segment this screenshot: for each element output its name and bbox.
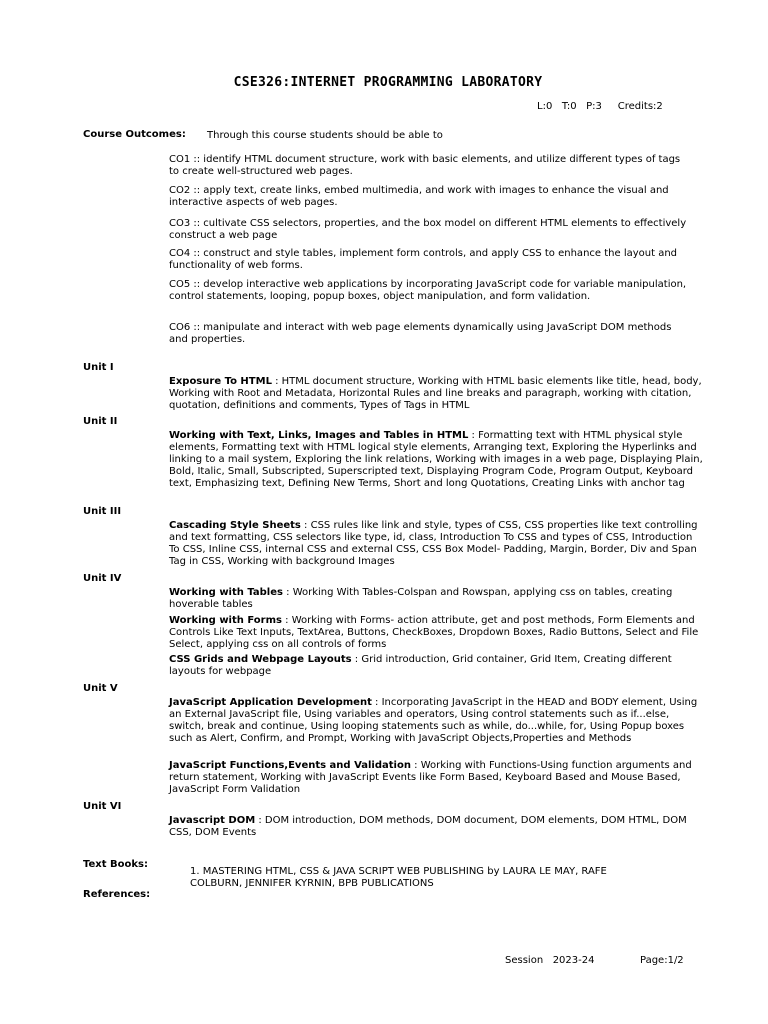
credits-line: L:0 T:0 P:3 Credits:2 [537,101,663,112]
course-outcome-4: CO4 :: construct and style tables, implement form controls, and apply CSS to enhance the layout and functionality of web forms. [169,248,678,271]
topic-text: : Working With Tables-Colspan and Rowspan, applying css on tables, creating hoverable tables [169,587,673,610]
unit-topic [169,587,705,611]
topic-heading: Cascading Style Sheets [169,520,301,531]
course-outcome-6: CO6 :: manipulate and interact with web page elements dynamically using JavaScript DOM methods and properties. [169,322,672,345]
unit-label: Unit III [83,506,122,517]
unit-topic [169,430,705,490]
topic-text: : DOM introduction, DOM methods, DOM document, DOM elements, DOM HTML, DOM CSS, DOM Events [169,815,687,838]
unit-topic [169,376,705,412]
topic-text: : Incorporating JavaScript in the HEAD and BODY element, Using an External JavaScript file, Using variables and operators, Using control statements such as if...else, switch, break and continue, Using looping statements such as while, do...while, for, Using Popup boxes such as Alert, Confirm, and Prompt, Working with JavaScript Objects,Properties and Methods [169,697,698,744]
unit-topic [169,760,705,796]
topic-heading: Working with Text, Links, Images and Tables in HTML [169,430,469,441]
text-book-item: 1. MASTERING HTML, CSS & JAVA SCRIPT WEB PUBLISHING by LAURA LE MAY, RAFE COLBURN, JENNIFER KYRNIN, BPB PUBLICATIONS [190,866,607,889]
topic-text: : CSS rules like link and style, types of CSS, CSS properties like text controlling and text formatting, CSS selectors like type, id, class, Introduction To CSS and types of CSS, Introduction To CSS, Inline CSS, internal CSS and external CSS, CSS Box Model- Padding, Margin, Border, Div and Span Tag in CSS, Working with background Images [169,520,698,567]
topic-text: : Working with Forms- action attribute, get and post methods, Form Elements and Controls Like Text Inputs, TextArea, Buttons, CheckBoxes, Dropdown Boxes, Radio Buttons, Select and File Select, applying css on all controls of forms [169,615,699,650]
course-outcomes-intro: Through this course students should be able to [207,130,443,141]
course-outcome-3: CO3 :: cultivate CSS selectors, properties, and the box model on different HTML elements to effectively construct a web page [169,218,687,241]
unit-label: Unit VI [83,801,122,812]
unit-topic [169,815,705,839]
topic-text: : HTML document structure, Working with HTML basic elements like title, head, body, Working with Root and Metadata, Horizontal Rules and line breaks and paragraph, working with citation, quotation, definitions and comments, Types of Tags in HTML [169,376,702,411]
topic-heading: Working with Forms [169,615,282,626]
topic-text: : Grid introduction, Grid container, Grid Item, Creating different layouts for webpage [169,654,672,677]
unit-label: Unit V [83,683,118,694]
topic-text: : Working with Functions-Using function arguments and return statement, Working with JavaScript Events like Form Based, Keyboard Based and Mouse Based, JavaScript Form Validation [169,760,692,795]
unit-label: Unit II [83,416,118,427]
page-number: Page:1/2 [640,955,684,966]
unit-topic [169,615,705,651]
page-title: CSE326:INTERNET PROGRAMMING LABORATORY [233,75,543,90]
topic-heading: JavaScript Functions,Events and Validation [169,760,411,771]
unit-topic [169,520,705,568]
session-text: Session 2023-24 [505,955,595,966]
unit-topic [169,697,705,745]
unit-topic [169,654,705,678]
course-outcome-2: CO2 :: apply text, create links, embed multimedia, and work with images to enhance the visual and interactive aspects of web pages. [169,185,669,208]
topic-heading: Javascript DOM [169,815,256,826]
course-outcome-1: CO1 :: identify HTML document structure, work with basic elements, and utilize different types of tags to create well-structured web pages. [169,154,681,177]
topic-text: : Formatting text with HTML physical style elements, Formatting text with HTML logical style elements, Arranging text, Exploring the Hyperlinks and linking to a mail system, Exploring the link relations, Working with images in a web page, Displaying Plain, Bold, Italic, Small, Subscripted, Superscripted text, Displaying Program Code, Program Output, Keyboard text, Emphasizing text, Defining New Terms, Short and long Quotations, Creating Links with anchor tag [169,430,703,489]
topic-heading: Exposure To HTML [169,376,272,387]
course-outcome-5: CO5 :: develop interactive web applications by incorporating JavaScript code for variable manipulation, control statements, looping, popup boxes, object manipulation, and form validation. [169,279,687,302]
topic-heading: CSS Grids and Webpage Layouts [169,654,352,665]
course-outcomes-label: Course Outcomes: [83,129,186,140]
text-books-label: Text Books: [83,859,148,870]
unit-label: Unit IV [83,573,122,584]
unit-label: Unit I [83,362,114,373]
references-label: References: [83,889,151,900]
topic-heading: JavaScript Application Development [169,697,372,708]
topic-heading: Working with Tables [169,587,283,598]
